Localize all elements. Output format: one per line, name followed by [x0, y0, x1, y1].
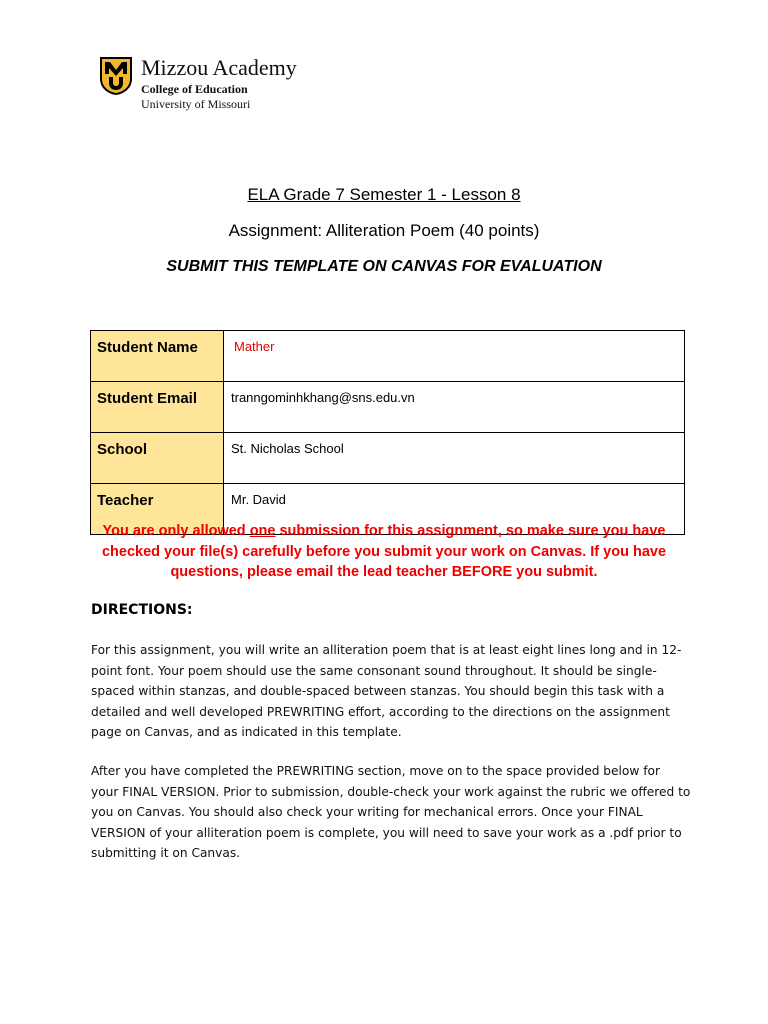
student-info-table — [90, 330, 685, 535]
table-row — [91, 382, 685, 433]
school-label: School — [91, 433, 224, 484]
student-name-value[interactable]: Mather — [224, 331, 685, 382]
table-row — [91, 331, 685, 382]
assignment-title: Assignment: Alliteration Poem (40 points) — [228, 221, 540, 240]
student-email-value[interactable]: tranngominhkhang@sns.edu.vn — [224, 382, 685, 433]
warning-text-after: submission for this assignment, so make sure you have checked your file(s) carefully before you submit your work on Canvas. If you have questions, please email the lead teacher BEFORE you submit. — [101, 523, 667, 580]
student-name-label: Student Name — [91, 331, 224, 382]
mizzou-academy-logo — [100, 55, 330, 117]
warning-emphasis-one: one — [249, 523, 276, 539]
logo-name: Mizzou Academy — [141, 55, 297, 80]
teacher-label: Teacher — [91, 484, 224, 535]
logo-college: College of Education — [141, 82, 248, 96]
lesson-title: ELA Grade 7 Semester 1 - Lesson 8 — [247, 185, 521, 204]
directions-paragraph-2: After you have completed the PREWRITING section, move on to the space provided below for your FINAL VERSION. Prior to submission, double-check your work against the rubric we offered to you on Canvas. You should also check your writing for mechanical errors. Once your FINAL VERSION of your alliteration poem is complete, you will need to save your work as a .pdf prior to submitting it on Canvas. — [91, 764, 691, 860]
directions-paragraph-1: For this assignment, you will write an alliteration poem that is at least eight lines long and in 12-point font. Your poem should use the same consonant sound throughout. It should be single-spaced within stanzas, and double-spaced between stanzas. You should begin this task with a detailed and well developed PREWRITING effort, according to the directions on the assignment page on Canvas, and as indicated in this template. — [91, 643, 682, 739]
school-value[interactable]: St. Nicholas School — [224, 433, 685, 484]
warning-text-before: You are only allowed — [102, 523, 250, 539]
directions-heading: DIRECTIONS: — [91, 602, 193, 618]
mizzou-tiger-mu-icon — [100, 57, 132, 95]
table-row — [91, 433, 685, 484]
submission-warning — [80, 521, 688, 583]
submit-note: SUBMIT THIS TEMPLATE ON CANVAS FOR EVALUATION — [166, 258, 602, 275]
teacher-value[interactable]: Mr. David — [224, 484, 685, 535]
logo-university: University of Missouri — [141, 97, 251, 111]
student-email-label: Student Email — [91, 382, 224, 433]
